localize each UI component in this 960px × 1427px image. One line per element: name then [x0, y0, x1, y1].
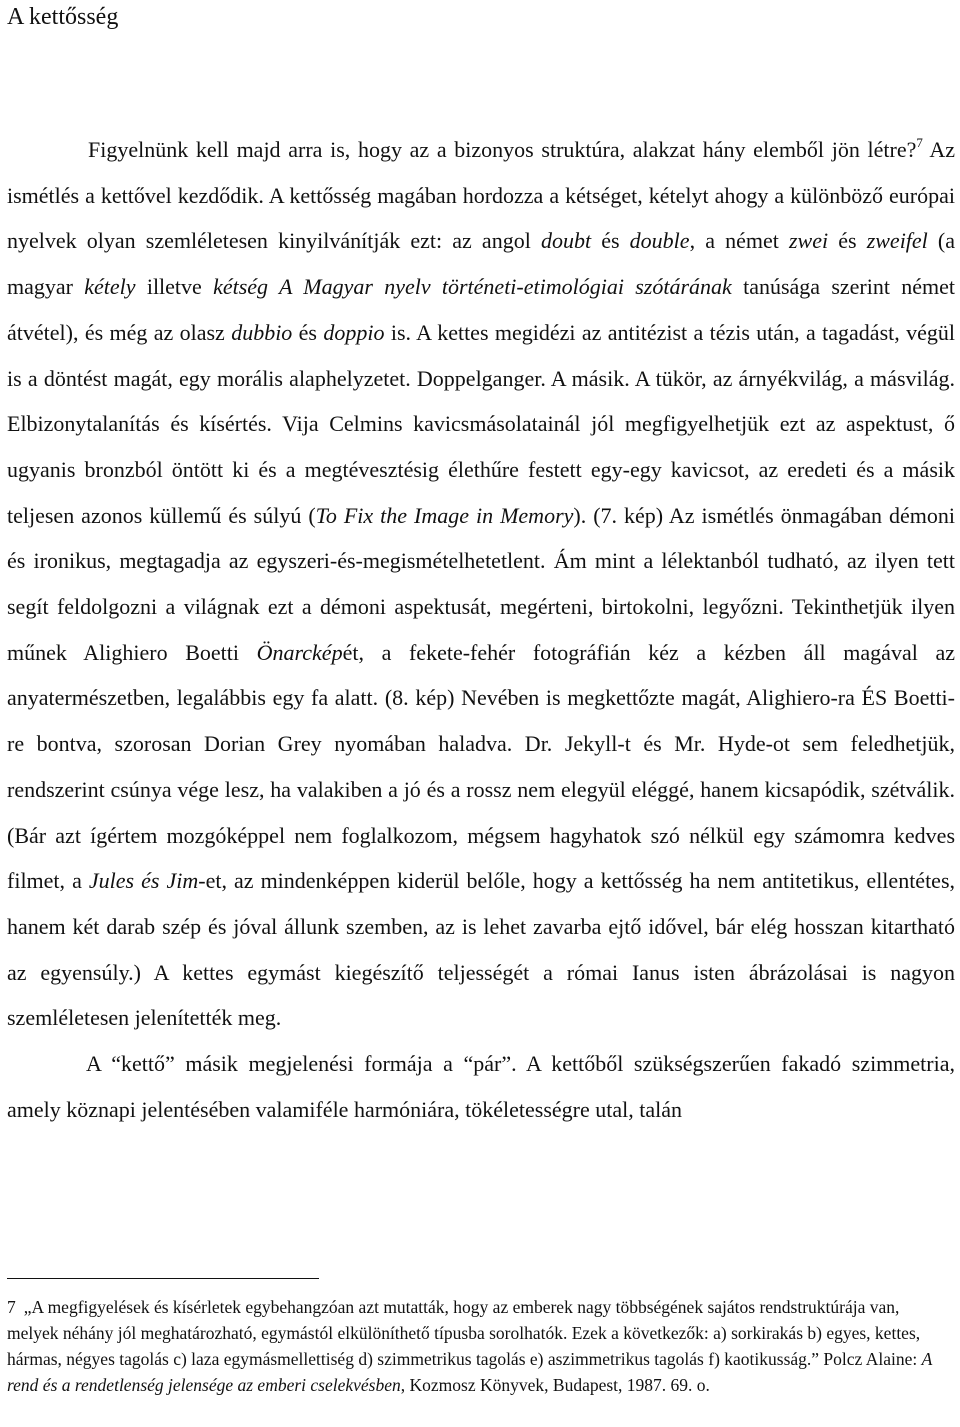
footnote-text: , Kozmosz Könyvek, Budapest, 1987. 69. o. [400, 1375, 710, 1395]
text-run: és [828, 228, 867, 254]
footnote-reference: 7 [916, 135, 923, 150]
text-run: tanúsága szerint német átvétel), és még az olasz [7, 274, 956, 345]
artwork-title: Önarckép [256, 639, 343, 665]
text-run: Az ismétlés a kettővel kezdődik. A kettősség magában hordozza a kétséget, kételyt ahogy a különböző európai nyelvek olyan szemléletesen kinyilvánítják ezt: az angol [7, 137, 955, 254]
italic-term: doppio [323, 319, 385, 345]
text-run: (a magyar [7, 228, 956, 300]
book-title: A rend és a rendetlenség jelensége az emberi cselekvésben [7, 1349, 932, 1395]
text-run: és [591, 228, 630, 254]
italic-term: zwei [788, 228, 829, 254]
paragraph-2: A “kettő” másik megjelenési formája a “pár”. A kettőből szükségszerűen fakadó szimmetria, amely köznapi jelentésében valamiféle harmóniára, tökéletességre utal, talán [7, 1051, 955, 1122]
italic-term: double [629, 228, 690, 254]
footnote-text: „A megfigyelések és kísérletek egybehangzóan azt mutatták, hogy az emberek nagy többségének sajátos rendstruktúrája van, melyek néhány jól meghatározható, egymástól elkülöníthető típusba sorolhatók. Ezek a következők: a) sorkirakás b) egyes, kettes, hármas, négyes tagolás c) laza egymásmellettiség d) szimmetrikus tagolás e) aszimmetrikus tagolás f) kaotikusság.” Polcz Alaine: [7, 1297, 922, 1369]
italic-title: kétség A Magyar nyelv történeti-etimológiai szótárának [213, 274, 732, 300]
text-run: és [292, 319, 324, 345]
italic-term: zweifel [866, 228, 928, 254]
italic-term: dubbio [231, 319, 293, 345]
text-run: is. A kettes megidézi az antitézist a tézis után, a tagadást, végül is a döntést magát, egy morális alaphelyzetet. Doppelganger. A másik. A tükör, az árnyékvilág, a másvilág. Elbizonytalanítás és kísértés. Vija Celmins kavicsmásolatainál jól megfigyelhetjük ezt az aspektust, ő ugyanis bronzból öntött ki és a megtévesztésig élethűre festett egy-egy kavicsot, az eredeti és a másik teljesen azonos küllemű és súlyú ( [7, 319, 955, 528]
footnote-separator [7, 1278, 319, 1279]
footnote-number: 7 [7, 1297, 16, 1317]
page-title: A kettősség [7, 4, 119, 30]
italic-term: doubt [540, 228, 592, 254]
text-run: ét, a fekete-fehér fotográfián kéz a kézben áll magával az anyatermészetben, legalábbis egy fa alatt. (8. kép) Nevében is megkettőzte magát, Alighiero-ra ÉS Boetti-re bontva, szorosan Dorian Grey nyomában haladva. Dr. Jekyll-t és Mr. Hyde-ot sem feledhetjük, rendszerint csúnya vége lesz, ha valakiben a jó és a rossz nem elegyül eléggé, hanem kicsapódik, szétválik. (Bár azt ígértem mozgóképpel nem foglalkozom, mégsem hagyhatok szó nélkül egy számomra kedves filmet, a [7, 639, 955, 894]
text-run: Figyelnünk kell majd arra is, hogy az a bizonyos struktúra, alakzat hány elemből jön létre? [88, 137, 917, 162]
text-run: ). (7. kép) Az ismétlés önmagában démoni és ironikus, megtagadja az egyszeri-és-megismételhetetlent. Ám mint a lélektanból tudható, az ilyen tett segít feldolgozni a világnak ezt a démoni aspektusát, megérteni, birtokolni, legyőzni. Tekinthetjük ilyen műnek Alighiero Boetti [7, 502, 956, 665]
text-run: , a német [689, 228, 789, 254]
artwork-title: To Fix the Image in Memory [315, 502, 574, 528]
film-title: Jules és Jim [88, 868, 199, 894]
paragraph-1 [7, 127, 955, 1041]
text-run: -et, az mindenképpen kiderül belőle, hogy a kettősség ha nem antitetikus, ellentétes, hanem két darab szép és jóval állunk szemben, az is lehet zavarba ejtő idővel, bár elég hosszan kitartható az egyensúly.) A kettes egymást kiegészítő teljességét a római Ianus isten ábrázolásai is nagyon szemléletesen jelenítették meg. [7, 868, 956, 1031]
text-run: illetve [135, 274, 214, 300]
body-text [7, 127, 955, 1132]
italic-term: kétely [84, 274, 136, 300]
footnote [7, 1294, 955, 1398]
